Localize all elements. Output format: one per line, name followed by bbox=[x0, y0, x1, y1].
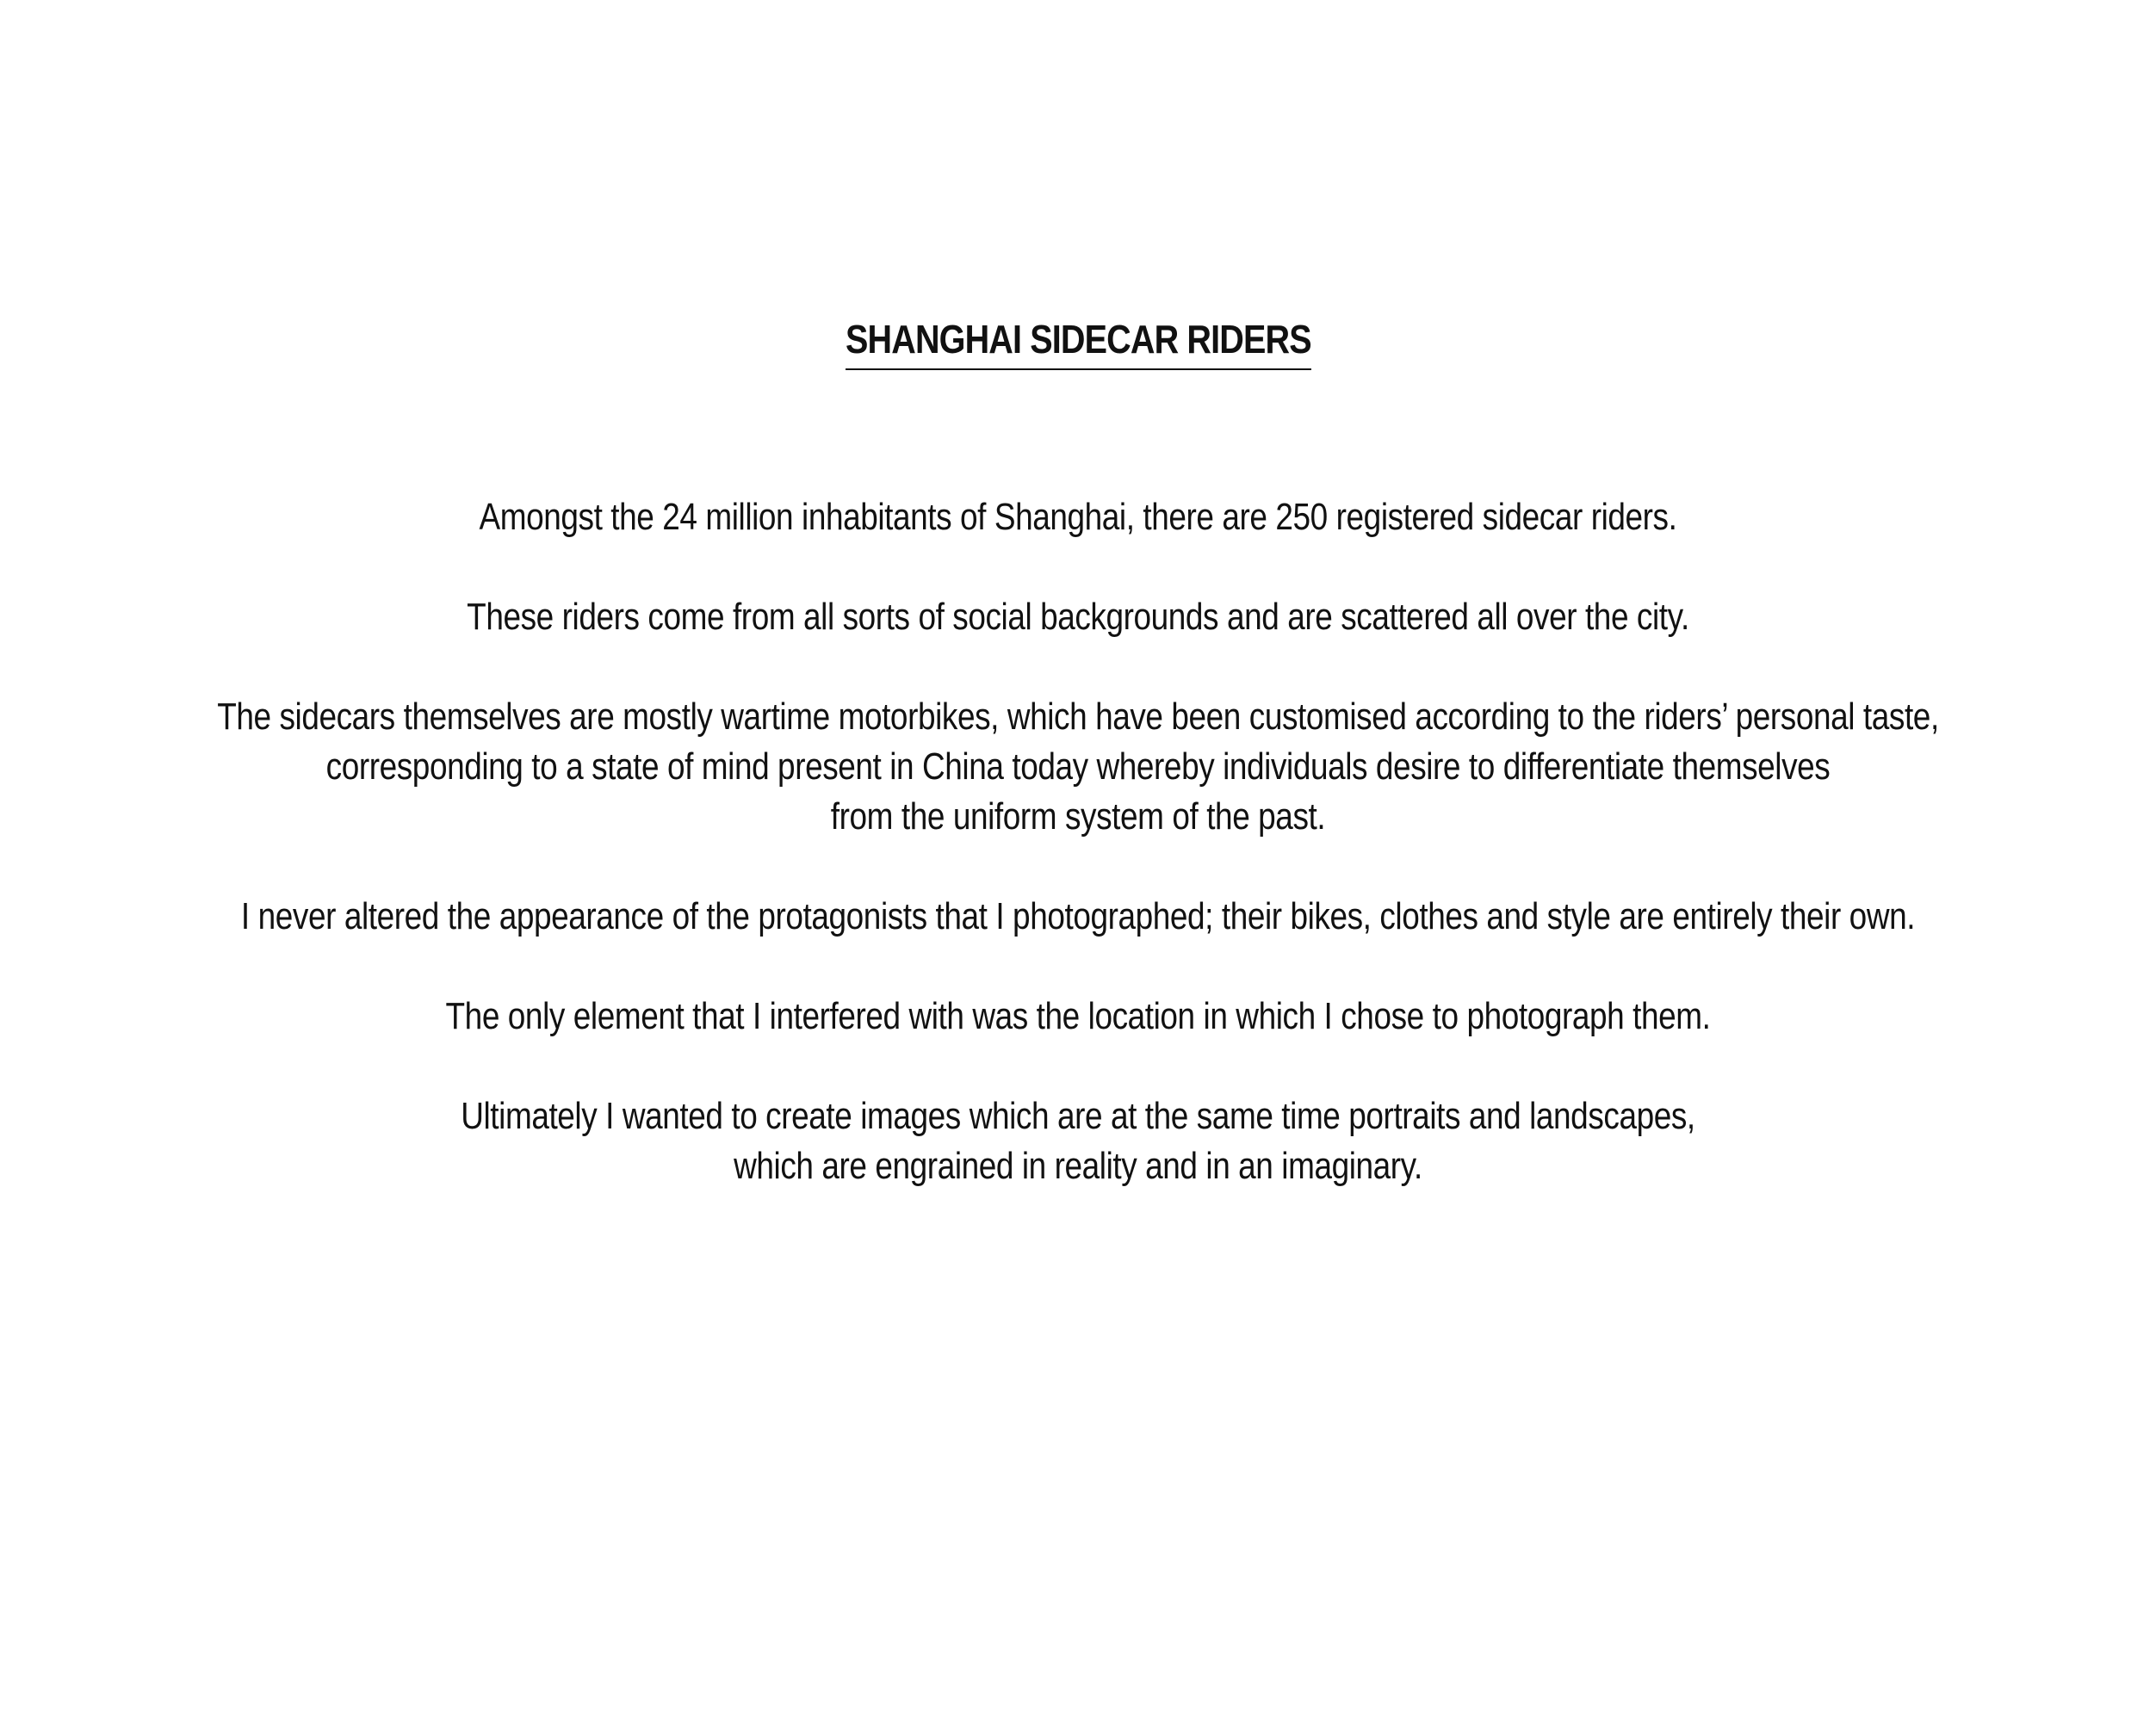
paragraph-3 bbox=[0, 692, 2156, 842]
paragraph-line: Amongst the 24 million inhabitants of Shanghai, there are 250 registered sidecar riders. bbox=[479, 496, 1677, 538]
paragraph-line: Ultimately I wanted to create images which are at the same time portraits and landscapes, bbox=[461, 1095, 1695, 1137]
paragraph-2 bbox=[0, 592, 2156, 642]
paragraph-line: which are engrained in reality and in an imaginary. bbox=[734, 1145, 1422, 1187]
body-text bbox=[0, 492, 2156, 1241]
paragraph-line: corresponding to a state of mind present in China today whereby individuals desire to differentiate themselves bbox=[325, 745, 1831, 788]
paragraph-6 bbox=[0, 1091, 2156, 1191]
paragraph-line: I never altered the appearance of the protagonists that I photographed; their bikes, clothes and style are entirely their own. bbox=[240, 895, 1916, 937]
paragraph-4 bbox=[0, 892, 2156, 942]
paragraph-1 bbox=[0, 492, 2156, 542]
page-title-text: SHANGHAI SIDECAR RIDERS bbox=[846, 312, 1311, 370]
paragraph-line: The sidecars themselves are mostly wartime motorbikes, which have been customised according to the riders’ personal taste, bbox=[217, 696, 1939, 738]
paragraph-5 bbox=[0, 992, 2156, 1042]
paragraph-line: These riders come from all sorts of social backgrounds and are scattered all over the city. bbox=[467, 596, 1689, 638]
paragraph-line: from the uniform system of the past. bbox=[830, 795, 1326, 838]
page-title bbox=[0, 312, 2156, 370]
paragraph-line: The only element that I interfered with was the location in which I chose to photograph them. bbox=[445, 995, 1711, 1037]
